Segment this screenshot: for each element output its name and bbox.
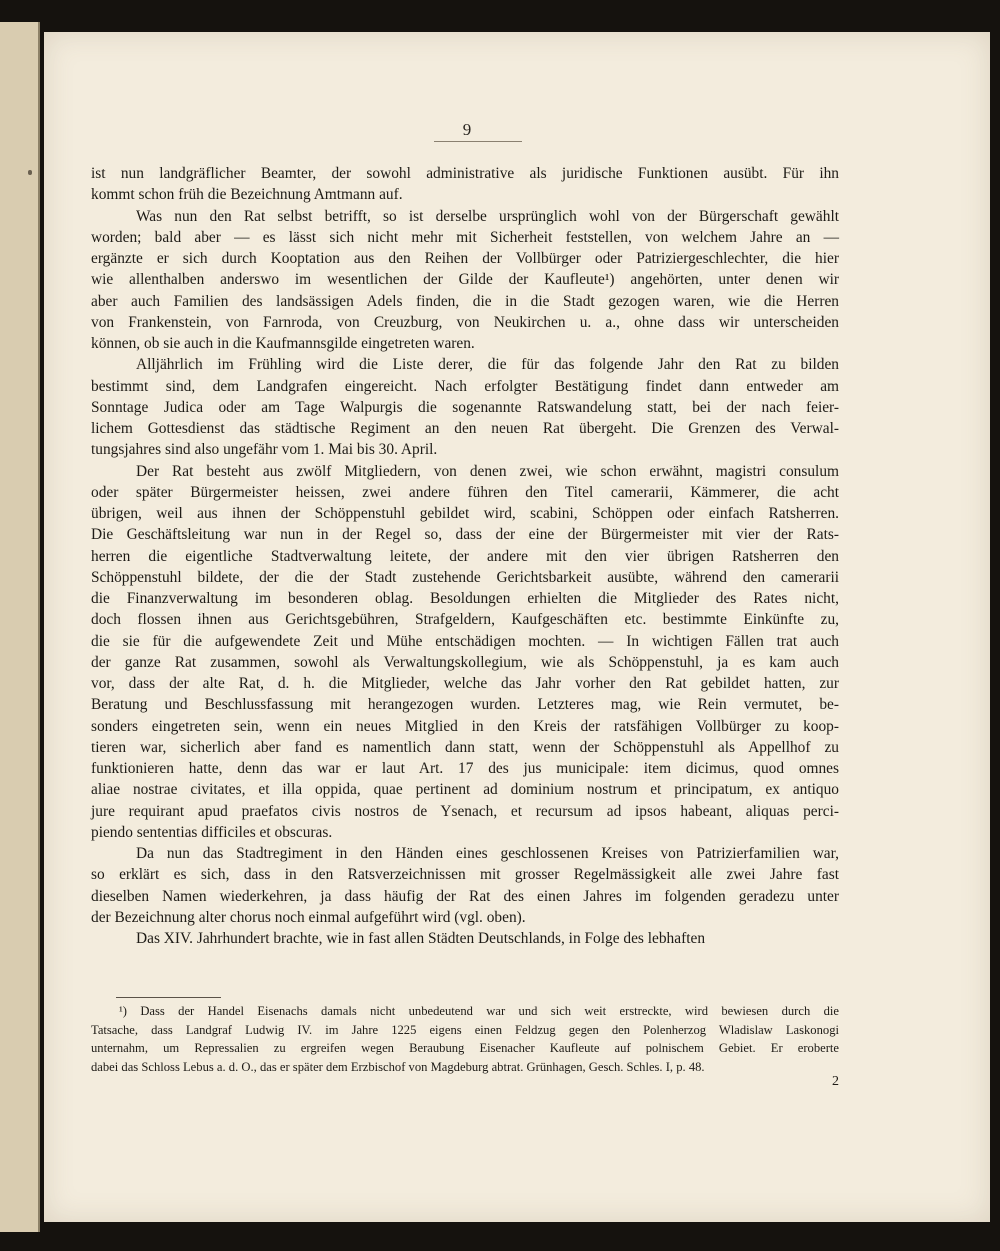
text-line: doch flossen ihnen aus Gerichtsgebühren, Strafgeldern, Kaufgeschäften etc. bestimmte Einkünfte zu,: [91, 611, 839, 629]
text-line: von Frankenstein, von Farnroda, von Creuzburg, von Neukirchen u. a., ohne dass wir unterscheiden: [91, 313, 839, 331]
text-line: tieren war, sicherlich aber fand es namentlich dann statt, wenn der Schöppenstuhl als Appellhof zu: [91, 738, 839, 756]
footnote-line: ¹) Dass der Handel Eisenachs damals nicht unbedeutend war und sich weit erstreckte, wird bewiesen durch die: [119, 1004, 839, 1018]
facing-page-edge: [0, 22, 40, 1232]
text-line: Sonntage Judica oder am Tage Walpurgis die sogenannte Ratswandelung statt, bei der nach feier-: [91, 398, 839, 416]
text-line: kommt schon früh die Bezeichnung Amtmann auf.: [91, 186, 403, 204]
text-line: Der Rat besteht aus zwölf Mitgliedern, von denen zwei, wie schon erwähnt, magistri consulum: [136, 462, 839, 480]
page-speck: [28, 170, 32, 175]
text-line: piendo sententias difficiles et obscuras.: [91, 823, 333, 841]
text-line: aber auch Familien des landsässigen Adels finden, die in die Stadt gezogen waren, wie die Herren: [91, 292, 839, 310]
text-line: sonders eingetreten sein, wenn ein neues Mitglied in den Kreis der ratsfähigen Vollbürger zu koop-: [91, 717, 839, 735]
footnote-line: dabei das Schloss Lebus a. d. O., das er später dem Erzbischof von Magdeburg abtrat. Grünhagen, Gesch. Schles. I, p. 48.: [91, 1059, 705, 1074]
text-line: jure requirant apud praefatos civis nostros de Ysenach, et recursum ad ipsos habeant, aliquas perci-: [91, 802, 839, 820]
text-line: wie allenthalben anderswo im wesentlichen der Gilde der Kaufleute¹) angehörten, unter denen wir: [91, 271, 839, 289]
book-page: [44, 32, 990, 1222]
text-line: worden; bald aber — es lässt sich nicht mehr mit Sicherheit feststellen, von welchem Jahre an —: [91, 228, 839, 246]
text-line: vor, dass der alte Rat, d. h. die Mitglieder, welche das Jahr vorher den Rat gebildet hatten, zur: [91, 675, 839, 692]
text-line: Das XIV. Jahrhundert brachte, wie in fast allen Städten Deutschlands, in Folge des lebhaften: [136, 930, 706, 947]
text-line: der Bezeichnung alter chorus noch einmal aufgeführt wird (vgl. oben).: [91, 908, 526, 926]
text-line: der ganze Rat zusammen, sowohl als Verwaltungskollegium, wie als Schöppenstuhl, ja es kam auch: [91, 653, 839, 671]
footnote-line: unternahm, um Repressalien zu ergreifen wegen Beraubung Eisenacher Kaufleute auf polnischem Gebiet. Er eroberte: [91, 1041, 839, 1056]
text-line: oder später Bürgermeister heissen, zwei andere führen den Titel camerarii, Kämmerer, die acht: [91, 483, 839, 501]
text-line: Beratung und Beschlussfassung mit herangezogen wurden. Letzteres mag, wie Rein vermutet, be-: [91, 696, 839, 714]
text-line: die Finanzverwaltung im besonderen oblag. Besoldungen erhielten die Mitglieder des Rates nicht,: [91, 590, 839, 607]
footnote-line: Tatsache, dass Landgraf Ludwig IV. im Jahre 1225 eigens einen Feldzug gegen den Polenherzog Wladislaw Laskonogi: [91, 1022, 839, 1037]
text-line: können, ob sie auch in die Kaufmannsgilde eingetreten waren.: [91, 335, 475, 352]
text-line: aliae nostrae civitates, et illa oppida, quae pertinent ad dominium nostrum et principatum, ex antiquo: [91, 781, 839, 799]
footnote-rule: [116, 997, 221, 998]
text-line: tungsjahres sind also ungefähr vom 1. Mai bis 30. April.: [91, 441, 438, 459]
signature-mark: 2: [832, 1074, 839, 1089]
text-line: dieselben Namen wiederkehren, ja dass häufig der Rat des einen Jahres im folgenden geradezu unter: [91, 887, 839, 905]
text-line: die sie für die aufgewendete Zeit und Mühe entschädigen mochten. — In wichtigen Fällen trat auch: [91, 632, 839, 650]
text-line: Was nun den Rat selbst betrifft, so ist derselbe ursprünglich wohl von der Bürgerschaft gewählt: [136, 207, 839, 225]
page-number-rule: [434, 141, 522, 142]
text-line: lichem Gottesdienst das städtische Regiment an den neuen Rat übergeht. Die Grenzen des Verwal-: [91, 420, 839, 437]
text-line: funktionieren hatte, denn das war er laut Art. 17 des jus municipale: item dicimus, quod omnes: [91, 760, 839, 777]
footnote: [91, 1002, 839, 1076]
text-line: übrigen, weil aus ihnen der Schöppenstuhl gebildet wird, scabini, Schöppen oder einfach Ratsherren.: [91, 505, 839, 522]
text-line: ist nun landgräflicher Beamter, der sowohl administrative als juridische Funktionen ausübt. Für ihn: [91, 165, 839, 182]
body-text: [91, 163, 839, 949]
text-line: ergänzte er sich durch Kooptation aus den Reihen der Vollbürger oder Patriziergeschlechter, die hier: [91, 250, 839, 267]
text-line: Alljährlich im Frühling wird die Liste derer, die für das folgende Jahr den Rat zu bilden: [136, 356, 839, 374]
text-line: so erklärt es sich, dass in den Ratsverzeichnissen mit grosser Regelmässigkeit alle zwei Jahre fast: [91, 866, 839, 884]
page-number: 9: [462, 120, 472, 139]
text-line: bestimmt sind, dem Landgrafen eingereicht. Nach erfolgter Bestätigung findet dann entweder am: [91, 377, 839, 395]
text-line: Die Geschäftsleitung war nun in der Regel so, dass der eine der Bürgermeister mit vier der Rats-: [91, 526, 839, 544]
text-line: Da nun das Stadtregiment in den Händen eines geschlossenen Kreises von Patrizierfamilien war,: [136, 845, 839, 862]
text-line: herren die eigentliche Stadtverwaltung leitete, der andere mit den vier übrigen Ratsherren den: [91, 547, 839, 565]
text-line: Schöppenstuhl bildete, der die der Stadt zustehende Gerichtsbarkeit ausübte, während den camerarii: [91, 568, 839, 586]
